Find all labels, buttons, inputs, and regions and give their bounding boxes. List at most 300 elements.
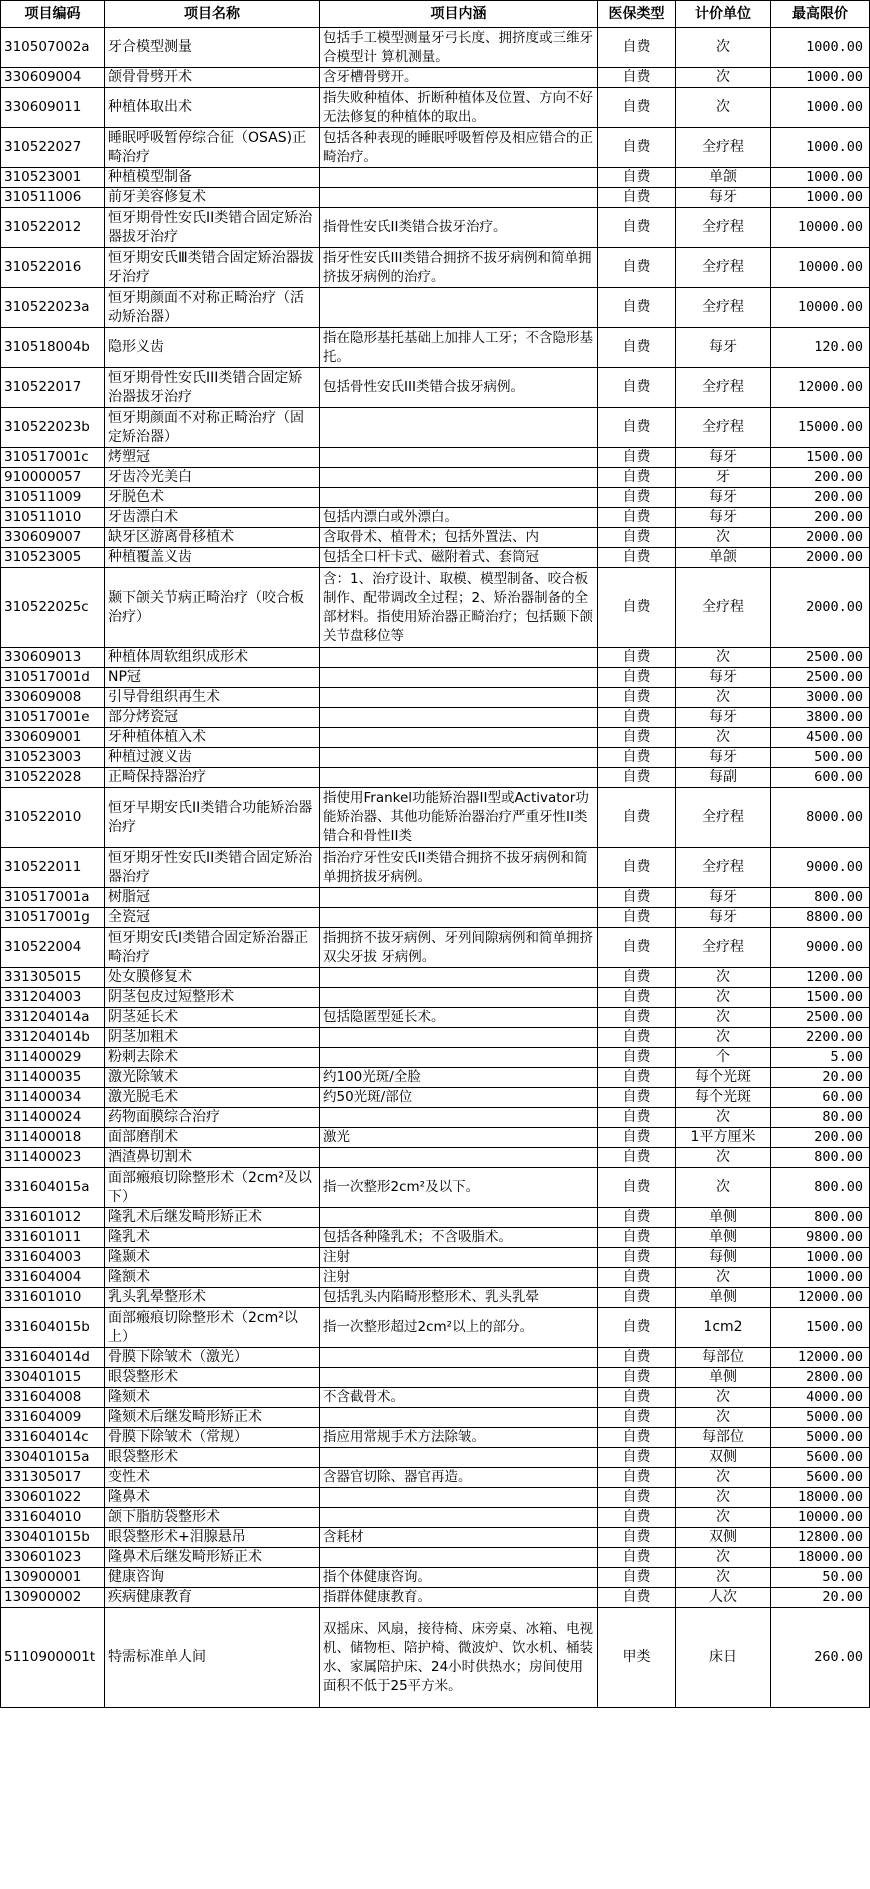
cell-desc — [320, 728, 598, 748]
table-row — [1, 288, 870, 328]
cell-insurance: 自费 — [598, 1548, 676, 1568]
cell-price: 2500.00 — [771, 1008, 870, 1028]
cell-insurance: 自费 — [598, 928, 676, 968]
table-row — [1, 188, 870, 208]
cell-unit: 次 — [676, 1028, 771, 1048]
cell-name: 恒牙期颜面不对称正畸治疗（活动矫治器） — [105, 288, 320, 328]
cell-name: 前牙美容修复术 — [105, 188, 320, 208]
cell-desc — [320, 1548, 598, 1568]
cell-unit: 牙 — [676, 468, 771, 488]
table-row — [1, 1468, 870, 1488]
cell-insurance: 自费 — [598, 1088, 676, 1108]
cell-desc — [320, 668, 598, 688]
table-body — [1, 28, 870, 1708]
cell-price: 5600.00 — [771, 1468, 870, 1488]
table-row — [1, 1088, 870, 1108]
table-row — [1, 1268, 870, 1288]
cell-desc — [320, 168, 598, 188]
table-row — [1, 1568, 870, 1588]
cell-code: 310522025c — [1, 568, 105, 648]
cell-unit: 每牙 — [676, 748, 771, 768]
cell-code: 310507002a — [1, 28, 105, 68]
cell-unit: 每牙 — [676, 708, 771, 728]
cell-code: 310511006 — [1, 188, 105, 208]
table-row — [1, 1488, 870, 1508]
header-insurance: 医保类型 — [598, 1, 676, 28]
cell-price: 2500.00 — [771, 668, 870, 688]
cell-desc: 指应用常规手术方法除皱。 — [320, 1428, 598, 1448]
cell-desc — [320, 1368, 598, 1388]
cell-name: 变性术 — [105, 1468, 320, 1488]
cell-unit: 每牙 — [676, 908, 771, 928]
cell-unit: 每部位 — [676, 1348, 771, 1368]
cell-desc: 指牙性安氏III类错合拥挤不拔牙病例和简单拥挤拔牙病例的治疗。 — [320, 248, 598, 288]
cell-price: 2200.00 — [771, 1028, 870, 1048]
table-row — [1, 1228, 870, 1248]
cell-desc: 包括乳头内陷畸形整形术、乳头乳晕 — [320, 1288, 598, 1308]
cell-insurance: 自费 — [598, 788, 676, 848]
table-row — [1, 1388, 870, 1408]
cell-unit: 次 — [676, 1148, 771, 1168]
cell-desc — [320, 1148, 598, 1168]
cell-price: 3000.00 — [771, 688, 870, 708]
cell-unit: 次 — [676, 1168, 771, 1208]
table-row — [1, 1208, 870, 1228]
cell-code: 310517001a — [1, 888, 105, 908]
table-row — [1, 1368, 870, 1388]
cell-code: 310522012 — [1, 208, 105, 248]
cell-name: 隐形义齿 — [105, 328, 320, 368]
cell-code: 310523003 — [1, 748, 105, 768]
cell-insurance: 自费 — [598, 488, 676, 508]
cell-name: 特需标准单人间 — [105, 1608, 320, 1708]
cell-code: 331601010 — [1, 1288, 105, 1308]
cell-insurance: 自费 — [598, 288, 676, 328]
cell-insurance: 自费 — [598, 1468, 676, 1488]
cell-insurance: 自费 — [598, 1028, 676, 1048]
cell-code: 311400023 — [1, 1148, 105, 1168]
cell-unit: 次 — [676, 1568, 771, 1588]
cell-price: 1000.00 — [771, 1268, 870, 1288]
cell-code: 311400018 — [1, 1128, 105, 1148]
cell-price: 10000.00 — [771, 248, 870, 288]
cell-name: 眼袋整形术+泪腺悬吊 — [105, 1528, 320, 1548]
table-row — [1, 788, 870, 848]
cell-price: 8000.00 — [771, 788, 870, 848]
cell-unit: 次 — [676, 1488, 771, 1508]
header-code: 项目编码 — [1, 1, 105, 28]
cell-unit: 次 — [676, 968, 771, 988]
cell-insurance: 自费 — [598, 508, 676, 528]
table-row — [1, 408, 870, 448]
cell-code: 310522027 — [1, 128, 105, 168]
cell-code: 331604015b — [1, 1308, 105, 1348]
cell-price: 1000.00 — [771, 128, 870, 168]
cell-price: 1000.00 — [771, 88, 870, 128]
cell-price: 9800.00 — [771, 1228, 870, 1248]
cell-desc: 指一次整形2cm²及以下。 — [320, 1168, 598, 1208]
cell-unit: 单颌 — [676, 548, 771, 568]
cell-desc — [320, 1508, 598, 1528]
table-row — [1, 988, 870, 1008]
cell-desc — [320, 1108, 598, 1128]
cell-unit: 次 — [676, 688, 771, 708]
table-row — [1, 728, 870, 748]
cell-desc: 不含截骨术。 — [320, 1388, 598, 1408]
cell-insurance: 自费 — [598, 748, 676, 768]
cell-code: 330609013 — [1, 648, 105, 668]
cell-insurance: 自费 — [598, 448, 676, 468]
cell-name: 种植模型制备 — [105, 168, 320, 188]
cell-insurance: 自费 — [598, 368, 676, 408]
cell-desc: 含耗材 — [320, 1528, 598, 1548]
cell-price: 12000.00 — [771, 1348, 870, 1368]
cell-code: 330609001 — [1, 728, 105, 748]
table-row — [1, 1068, 870, 1088]
cell-price: 1500.00 — [771, 1308, 870, 1348]
cell-price: 4500.00 — [771, 728, 870, 748]
table-row — [1, 908, 870, 928]
cell-price: 260.00 — [771, 1608, 870, 1708]
cell-unit: 全疗程 — [676, 208, 771, 248]
cell-unit: 全疗程 — [676, 368, 771, 408]
cell-code: 310517001g — [1, 908, 105, 928]
cell-code: 311400035 — [1, 1068, 105, 1088]
cell-unit: 每牙 — [676, 888, 771, 908]
cell-price: 2000.00 — [771, 528, 870, 548]
cell-insurance: 自费 — [598, 88, 676, 128]
cell-code: 331604014c — [1, 1428, 105, 1448]
cell-code: 330609007 — [1, 528, 105, 548]
table-row — [1, 888, 870, 908]
cell-insurance: 自费 — [598, 1448, 676, 1468]
cell-price: 200.00 — [771, 508, 870, 528]
cell-code: 310523001 — [1, 168, 105, 188]
cell-name: 阴茎加粗术 — [105, 1028, 320, 1048]
cell-desc — [320, 408, 598, 448]
cell-desc — [320, 968, 598, 988]
cell-price: 10000.00 — [771, 208, 870, 248]
cell-name: 牙齿冷光美白 — [105, 468, 320, 488]
table-row — [1, 1128, 870, 1148]
cell-desc: 指拥挤不拔牙病例、牙列间隙病例和简单拥挤双尖牙拔 牙病例。 — [320, 928, 598, 968]
cell-name: 药物面膜综合治疗 — [105, 1108, 320, 1128]
cell-insurance: 自费 — [598, 688, 676, 708]
cell-name: 隆颏术 — [105, 1388, 320, 1408]
cell-desc: 指一次整形超过2cm²以上的部分。 — [320, 1308, 598, 1348]
cell-desc: 指个体健康咨询。 — [320, 1568, 598, 1588]
cell-desc: 指失败种植体、折断种植体及位置、方向不好无法修复的种植体的取出。 — [320, 88, 598, 128]
table-row — [1, 768, 870, 788]
table-row — [1, 968, 870, 988]
cell-insurance: 自费 — [598, 768, 676, 788]
cell-insurance: 自费 — [598, 548, 676, 568]
cell-name: 处女膜修复术 — [105, 968, 320, 988]
table-row — [1, 488, 870, 508]
cell-desc: 激光 — [320, 1128, 598, 1148]
table-row — [1, 1608, 870, 1708]
cell-code: 310511009 — [1, 488, 105, 508]
cell-name: 面部瘢痕切除整形术（2cm²以上） — [105, 1308, 320, 1348]
cell-name: 面部瘢痕切除整形术（2cm²及以下） — [105, 1168, 320, 1208]
cell-code: 330401015a — [1, 1448, 105, 1468]
table-row — [1, 88, 870, 128]
table-row — [1, 1528, 870, 1548]
cell-name: 恒牙期安氏I类错合固定矫治器正畸治疗 — [105, 928, 320, 968]
cell-name: 牙种植体植入术 — [105, 728, 320, 748]
cell-desc: 指群体健康教育。 — [320, 1588, 598, 1608]
cell-name: 恒牙期骨性安氏II类错合固定矫治器拔牙治疗 — [105, 208, 320, 248]
cell-unit: 次 — [676, 728, 771, 748]
cell-price: 1000.00 — [771, 68, 870, 88]
cell-unit: 1平方厘米 — [676, 1128, 771, 1148]
cell-desc: 双摇床、风扇，接待椅、床旁桌、冰箱、电视机、储物柜、陪护椅、微波炉、饮水机、桶装水、家属陪护床、24小时供热水；房间使用面积不低于25平方米。 — [320, 1608, 598, 1708]
cell-code: 330601022 — [1, 1488, 105, 1508]
cell-code: 331604010 — [1, 1508, 105, 1528]
cell-name: 激光除皱术 — [105, 1068, 320, 1088]
cell-insurance: 自费 — [598, 128, 676, 168]
cell-insurance: 自费 — [598, 568, 676, 648]
cell-name: 正畸保持器治疗 — [105, 768, 320, 788]
cell-code: 330601023 — [1, 1548, 105, 1568]
cell-name: 牙齿漂白术 — [105, 508, 320, 528]
table-row — [1, 1348, 870, 1368]
cell-name: 隆额术 — [105, 1268, 320, 1288]
cell-insurance: 自费 — [598, 1488, 676, 1508]
cell-price: 12000.00 — [771, 368, 870, 408]
cell-name: 牙合模型测量 — [105, 28, 320, 68]
table-row — [1, 1588, 870, 1608]
cell-desc: 含器官切除、器官再造。 — [320, 1468, 598, 1488]
cell-name: 眼袋整形术 — [105, 1368, 320, 1388]
cell-unit: 每牙 — [676, 488, 771, 508]
table-row — [1, 1428, 870, 1448]
table-row — [1, 688, 870, 708]
cell-price: 2500.00 — [771, 648, 870, 668]
cell-insurance: 甲类 — [598, 1608, 676, 1708]
cell-price: 800.00 — [771, 1168, 870, 1208]
table-row — [1, 548, 870, 568]
cell-price: 9000.00 — [771, 928, 870, 968]
cell-insurance: 自费 — [598, 728, 676, 748]
cell-name: 种植体取出术 — [105, 88, 320, 128]
cell-unit: 全疗程 — [676, 788, 771, 848]
cell-code: 331204014b — [1, 1028, 105, 1048]
cell-price: 200.00 — [771, 488, 870, 508]
cell-code: 310522023a — [1, 288, 105, 328]
cell-price: 15000.00 — [771, 408, 870, 448]
cell-unit: 全疗程 — [676, 568, 771, 648]
cell-insurance: 自费 — [598, 328, 676, 368]
cell-code: 310522016 — [1, 248, 105, 288]
cell-insurance: 自费 — [598, 708, 676, 728]
cell-unit: 全疗程 — [676, 928, 771, 968]
table-row — [1, 1408, 870, 1428]
cell-desc: 包括全口杆卡式、磁附着式、套筒冠 — [320, 548, 598, 568]
cell-code: 331604014d — [1, 1348, 105, 1368]
cell-name: 隆乳术后继发畸形矫正术 — [105, 1208, 320, 1228]
cell-desc — [320, 188, 598, 208]
table-row — [1, 848, 870, 888]
cell-desc: 含：1、治疗设计、取模、模型制备、咬合板制作、配带调改全过程；2、矫治器制备的全部材料。指使用矫治器正畸治疗；包括颞下颌关节盘移位等 — [320, 568, 598, 648]
cell-code: 5110900001t — [1, 1608, 105, 1708]
cell-code: 310522028 — [1, 768, 105, 788]
cell-name: 颞下颌关节病正畸治疗（咬合板治疗） — [105, 568, 320, 648]
cell-price: 50.00 — [771, 1568, 870, 1588]
cell-desc — [320, 1348, 598, 1368]
cell-unit: 次 — [676, 1508, 771, 1528]
cell-code: 130900001 — [1, 1568, 105, 1588]
cell-insurance: 自费 — [598, 1248, 676, 1268]
cell-desc: 指使用Frankel功能矫治器II型或Activator功能矫治器、其他功能矫治器治疗严重牙性II类错合和骨性II类 — [320, 788, 598, 848]
cell-code: 330401015 — [1, 1368, 105, 1388]
cell-desc: 约50光斑/部位 — [320, 1088, 598, 1108]
cell-price: 1000.00 — [771, 188, 870, 208]
cell-name: 隆颞术 — [105, 1248, 320, 1268]
cell-desc — [320, 748, 598, 768]
cell-unit: 双侧 — [676, 1448, 771, 1468]
cell-name: 种植覆盖义齿 — [105, 548, 320, 568]
cell-price: 2800.00 — [771, 1368, 870, 1388]
cell-price: 60.00 — [771, 1088, 870, 1108]
table-row — [1, 1168, 870, 1208]
cell-desc: 包括各种隆乳术；不含吸脂术。 — [320, 1228, 598, 1248]
cell-insurance: 自费 — [598, 408, 676, 448]
cell-insurance: 自费 — [598, 668, 676, 688]
cell-name: 乳头乳晕整形术 — [105, 1288, 320, 1308]
table-row — [1, 1148, 870, 1168]
cell-name: 健康咨询 — [105, 1568, 320, 1588]
cell-insurance: 自费 — [598, 1428, 676, 1448]
cell-code: 331604003 — [1, 1248, 105, 1268]
cell-name: 面部磨削术 — [105, 1128, 320, 1148]
cell-desc: 含牙槽骨劈开。 — [320, 68, 598, 88]
cell-desc — [320, 1448, 598, 1468]
cell-code: 331601012 — [1, 1208, 105, 1228]
table-row — [1, 168, 870, 188]
cell-name: 颌下脂肪袋整形术 — [105, 1508, 320, 1528]
table-row — [1, 668, 870, 688]
cell-unit: 全疗程 — [676, 848, 771, 888]
cell-unit: 单颌 — [676, 168, 771, 188]
cell-name: 隆鼻术后继发畸形矫正术 — [105, 1548, 320, 1568]
cell-name: 种植体周软组织成形术 — [105, 648, 320, 668]
table-row — [1, 68, 870, 88]
table-row — [1, 1448, 870, 1468]
cell-desc: 指骨性安氏II类错合拔牙治疗。 — [320, 208, 598, 248]
cell-unit: 单侧 — [676, 1368, 771, 1388]
cell-desc: 包括内漂白或外漂白。 — [320, 508, 598, 528]
cell-code: 310522004 — [1, 928, 105, 968]
cell-name: 牙脱色术 — [105, 488, 320, 508]
cell-name: 疾病健康教育 — [105, 1588, 320, 1608]
table-row — [1, 928, 870, 968]
table-row — [1, 128, 870, 168]
cell-name: 恒牙期安氏Ⅲ类错合固定矫治器拔牙治疗 — [105, 248, 320, 288]
cell-price: 5000.00 — [771, 1408, 870, 1428]
cell-code: 310522010 — [1, 788, 105, 848]
cell-code: 331604009 — [1, 1408, 105, 1428]
table-row — [1, 708, 870, 728]
cell-price: 12000.00 — [771, 1288, 870, 1308]
header-price: 最高限价 — [771, 1, 870, 28]
cell-price: 8800.00 — [771, 908, 870, 928]
table-row — [1, 1508, 870, 1528]
cell-insurance: 自费 — [598, 1528, 676, 1548]
cell-insurance: 自费 — [598, 1268, 676, 1288]
table-row — [1, 468, 870, 488]
cell-insurance: 自费 — [598, 1568, 676, 1588]
cell-insurance: 自费 — [598, 1168, 676, 1208]
cell-price: 500.00 — [771, 748, 870, 768]
cell-price: 800.00 — [771, 1208, 870, 1228]
cell-name: 隆颏术后继发畸形矫正术 — [105, 1408, 320, 1428]
cell-name: 骨膜下除皱术（常规） — [105, 1428, 320, 1448]
cell-insurance: 自费 — [598, 1588, 676, 1608]
cell-name: 眼袋整形术 — [105, 1448, 320, 1468]
cell-desc — [320, 908, 598, 928]
cell-insurance: 自费 — [598, 68, 676, 88]
cell-price: 800.00 — [771, 888, 870, 908]
table-row — [1, 1248, 870, 1268]
table-row — [1, 1108, 870, 1128]
cell-insurance: 自费 — [598, 1308, 676, 1348]
cell-code: 331305017 — [1, 1468, 105, 1488]
cell-unit: 全疗程 — [676, 128, 771, 168]
cell-insurance: 自费 — [598, 1068, 676, 1088]
cell-desc — [320, 1208, 598, 1228]
cell-unit: 人次 — [676, 1588, 771, 1608]
cell-insurance: 自费 — [598, 208, 676, 248]
cell-insurance: 自费 — [598, 28, 676, 68]
cell-unit: 双侧 — [676, 1528, 771, 1548]
table-row — [1, 448, 870, 468]
cell-price: 12800.00 — [771, 1528, 870, 1548]
table-row — [1, 1008, 870, 1028]
cell-desc — [320, 488, 598, 508]
cell-unit: 每侧 — [676, 1248, 771, 1268]
cell-name: 部分烤瓷冠 — [105, 708, 320, 728]
cell-name: 隆鼻术 — [105, 1488, 320, 1508]
cell-price: 200.00 — [771, 1128, 870, 1148]
cell-insurance: 自费 — [598, 1208, 676, 1228]
cell-name: 种植过渡义齿 — [105, 748, 320, 768]
cell-desc — [320, 1488, 598, 1508]
cell-desc: 注射 — [320, 1268, 598, 1288]
cell-name: 隆乳术 — [105, 1228, 320, 1248]
cell-desc: 指在隐形基托基础上加排人工牙；不含隐形基托。 — [320, 328, 598, 368]
table-row — [1, 1548, 870, 1568]
cell-desc — [320, 1408, 598, 1428]
cell-insurance: 自费 — [598, 248, 676, 288]
cell-code: 331604004 — [1, 1268, 105, 1288]
cell-unit: 次 — [676, 988, 771, 1008]
cell-name: 阴茎延长术 — [105, 1008, 320, 1028]
table-row — [1, 748, 870, 768]
cell-price: 1500.00 — [771, 448, 870, 468]
table-row — [1, 1308, 870, 1348]
cell-desc: 包括手工模型测量牙弓长度、拥挤度或三维牙合模型计 算机测量。 — [320, 28, 598, 68]
cell-unit: 每牙 — [676, 508, 771, 528]
cell-desc: 约100光斑/全脸 — [320, 1068, 598, 1088]
header-name: 项目名称 — [105, 1, 320, 28]
cell-insurance: 自费 — [598, 848, 676, 888]
cell-desc — [320, 288, 598, 328]
cell-unit: 全疗程 — [676, 408, 771, 448]
cell-price: 20.00 — [771, 1068, 870, 1088]
table-row — [1, 648, 870, 668]
cell-unit: 单侧 — [676, 1288, 771, 1308]
